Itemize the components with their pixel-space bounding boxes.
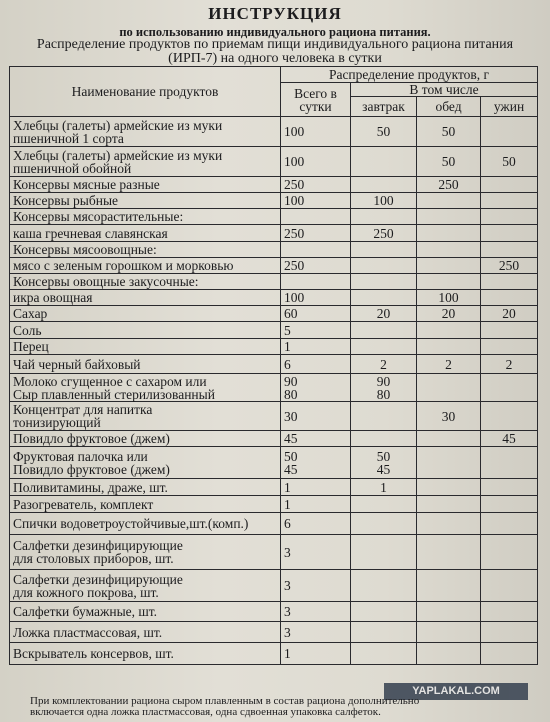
total-value: 3 (284, 624, 291, 640)
product-name-cell (10, 193, 281, 209)
table-row (10, 622, 538, 643)
total-cell (281, 643, 351, 665)
product-name-cell (10, 242, 281, 258)
total-value: 250 (284, 177, 305, 192)
dinner-cell (481, 402, 538, 431)
product-name-cont: Повидло фруктовое (джем) (13, 461, 170, 477)
total-cell (281, 242, 351, 258)
lunch-cell (417, 306, 481, 322)
product-name-cell (10, 643, 281, 665)
product-name-cont: для столовых приборов, шт. (13, 551, 174, 566)
header-total (281, 83, 351, 117)
dinner-cell (481, 290, 538, 306)
breakfast-value-alt: 45 (376, 461, 391, 477)
product-name-cell (10, 602, 281, 622)
lunch-value: 100 (438, 290, 459, 305)
lunch-cell (417, 322, 481, 339)
total-cell (281, 209, 351, 225)
table-row (10, 177, 538, 193)
breakfast-cell (351, 258, 417, 274)
breakfast-cell (351, 322, 417, 339)
total-value: 6 (284, 356, 291, 372)
product-name: Разогреватель, комплект (13, 496, 154, 512)
total-cell (281, 496, 351, 513)
breakfast-value: 100 (373, 193, 394, 208)
table-row (10, 402, 538, 431)
lunch-cell (417, 622, 481, 643)
lunch-cell (417, 242, 481, 258)
breakfast-cell (351, 339, 417, 355)
product-name: Фруктовая палочка или (13, 448, 148, 464)
table-row (10, 374, 538, 402)
total-cell (281, 513, 351, 535)
table-row (10, 193, 538, 209)
table-row (10, 209, 538, 225)
lunch-cell (417, 374, 481, 402)
breakfast-cell (351, 225, 417, 242)
table-row (10, 274, 538, 290)
total-cell (281, 258, 351, 274)
product-name: Соль (13, 322, 42, 338)
breakfast-cell (351, 242, 417, 258)
breakfast-value: 50 (376, 124, 391, 139)
total-cell (281, 322, 351, 339)
product-name-cell (10, 447, 281, 479)
table-row (10, 147, 538, 177)
footnote-line-2: включается одна ложка пластмассовая, одна сдвоенная упаковка салфеток. (30, 706, 381, 718)
breakfast-cell (351, 622, 417, 643)
intro-line-1: Распределение продуктов по приемам пищи индивидуального рациона питания (36, 37, 514, 52)
lunch-value: 20 (441, 306, 456, 321)
breakfast-cell (351, 290, 417, 306)
dinner-cell (481, 622, 538, 643)
dinner-cell (481, 496, 538, 513)
total-value: 1 (284, 339, 291, 354)
total-value-alt: 80 (284, 386, 298, 402)
dinner-value: 50 (502, 154, 516, 169)
dinner-cell (481, 209, 538, 225)
table-row (10, 242, 538, 258)
dinner-cell (481, 513, 538, 535)
product-name: Молоко сгущенное с сахаром или (13, 373, 207, 389)
dinner-value: 45 (502, 431, 516, 446)
product-name-cell (10, 535, 281, 570)
product-name-cell (10, 355, 281, 374)
product-name: Спички водоветроустойчивые,шт.(комп.) (13, 516, 249, 531)
lunch-value: 50 (441, 124, 456, 139)
lunch-cell (417, 431, 481, 447)
header-dinner: ужин (481, 97, 538, 117)
dinner-cell (481, 479, 538, 496)
dinner-cell (481, 117, 538, 147)
product-name-cell (10, 479, 281, 496)
lunch-cell (417, 339, 481, 355)
breakfast-cell (351, 117, 417, 147)
total-value: 50 (284, 448, 298, 464)
table-row (10, 643, 538, 665)
intro-line-2: (ИРП-7) на одного человека в сутки (168, 51, 382, 66)
total-cell (281, 479, 351, 496)
dinner-cell (481, 322, 538, 339)
product-name: Консервы мясоовощные: (13, 242, 157, 257)
breakfast-cell (351, 643, 417, 665)
lunch-cell (417, 225, 481, 242)
dinner-cell (481, 258, 538, 274)
dinner-value: 2 (505, 356, 513, 372)
total-cell (281, 602, 351, 622)
lunch-cell (417, 290, 481, 306)
document-subtitle: по использованию индивидуального рациона питания. (119, 25, 431, 39)
breakfast-value: 50 (376, 448, 391, 464)
header-distribution: Распределение продуктов, г (281, 67, 538, 83)
dinner-cell (481, 643, 538, 665)
total-cell (281, 274, 351, 290)
dinner-cell (481, 242, 538, 258)
product-name: Консервы мясные разные (13, 177, 160, 192)
total-value: 100 (284, 290, 305, 305)
header-lunch: обед (417, 97, 481, 117)
product-name: Салфетки бумажные, шт. (13, 604, 158, 619)
breakfast-cell (351, 177, 417, 193)
total-value: 250 (284, 258, 305, 273)
breakfast-value: 250 (373, 225, 394, 241)
lunch-cell (417, 355, 481, 374)
table-row (10, 479, 538, 496)
table-row (10, 447, 538, 479)
total-cell (281, 117, 351, 147)
product-name-cell (10, 431, 281, 447)
header-breakfast: завтрак (351, 97, 417, 117)
table-row (10, 496, 538, 513)
dinner-cell (481, 177, 538, 193)
breakfast-value-alt: 80 (376, 386, 391, 402)
total-cell (281, 290, 351, 306)
total-cell (281, 355, 351, 374)
header-including: В том числе (351, 83, 538, 97)
product-name: Салфетки дезинфицирующие (13, 538, 183, 553)
product-name: Поливитамины, драже, шт. (13, 479, 168, 495)
lunch-cell (417, 402, 481, 431)
table-row (10, 117, 538, 147)
breakfast-cell (351, 570, 417, 602)
table-row (10, 535, 538, 570)
total-value: 100 (284, 154, 305, 169)
product-name-cell (10, 117, 281, 147)
total-value: 3 (284, 544, 291, 560)
dinner-value: 250 (498, 258, 520, 273)
table-row (10, 306, 538, 322)
total-value: 5 (284, 322, 291, 338)
product-name: Повидло фруктовое (джем) (13, 431, 170, 446)
total-value: 1 (284, 479, 291, 495)
product-name-cell (10, 322, 281, 339)
document-title: ИНСТРУКЦИЯ (208, 4, 342, 23)
lunch-cell (417, 209, 481, 225)
product-name-cell (10, 374, 281, 402)
lunch-cell (417, 447, 481, 479)
product-name-cell (10, 290, 281, 306)
dinner-cell (481, 570, 538, 602)
header-total-line1: Всего в (294, 85, 337, 101)
dinner-cell (481, 355, 538, 374)
total-cell (281, 306, 351, 322)
product-name: Ложка пластмассовая, шт. (13, 624, 163, 640)
lunch-cell (417, 643, 481, 665)
product-name: Консервы овощные закусочные: (13, 274, 199, 289)
dinner-value: 20 (502, 306, 516, 321)
table-row (10, 570, 538, 602)
lunch-cell (417, 147, 481, 177)
product-name-cell (10, 306, 281, 322)
breakfast-cell (351, 209, 417, 225)
product-name-cell (10, 225, 281, 242)
lunch-value: 30 (441, 408, 456, 424)
product-name-cont: пшеничной 1 сорта (13, 130, 124, 146)
lunch-cell (417, 479, 481, 496)
product-name: Хлебцы (галеты) армейские из муки (13, 117, 223, 133)
product-name: Консервы мясорастительные: (13, 209, 184, 224)
lunch-cell (417, 177, 481, 193)
product-name: Концентрат для напитка (13, 402, 153, 417)
total-cell (281, 535, 351, 570)
product-name-cont: для кожного покрова, шт. (13, 584, 159, 600)
product-name-cont: Сыр плавленный стерилизованный (13, 386, 215, 402)
total-cell (281, 177, 351, 193)
dinner-cell (481, 535, 538, 570)
dinner-cell (481, 447, 538, 479)
table-row (10, 290, 538, 306)
breakfast-cell (351, 602, 417, 622)
total-value: 1 (284, 496, 291, 512)
table-row (10, 225, 538, 242)
breakfast-cell (351, 193, 417, 209)
footnote (30, 696, 530, 718)
table-row (10, 513, 538, 535)
breakfast-value: 20 (376, 306, 391, 321)
product-name: каша гречневая славянская (13, 225, 168, 241)
total-cell (281, 447, 351, 479)
product-name-cont: пшеничной обойной (13, 160, 132, 176)
product-name-cell (10, 274, 281, 290)
total-cell (281, 339, 351, 355)
lunch-cell (417, 535, 481, 570)
product-name-cont: тонизирующий (13, 415, 101, 430)
header-product-name: Наименование продуктов (10, 67, 281, 117)
product-name: Консервы рыбные (13, 193, 119, 208)
breakfast-cell (351, 513, 417, 535)
header-total-line2: сутки (299, 98, 332, 114)
lunch-value: 50 (441, 154, 456, 169)
lunch-cell (417, 496, 481, 513)
product-name-cell (10, 177, 281, 193)
total-value: 100 (284, 193, 305, 208)
lunch-cell (417, 274, 481, 290)
product-name: Хлебцы (галеты) армейские из муки (13, 147, 223, 163)
dinner-cell (481, 374, 538, 402)
table-row (10, 322, 538, 339)
total-cell (281, 225, 351, 242)
total-value: 250 (284, 225, 305, 241)
breakfast-cell (351, 431, 417, 447)
breakfast-cell (351, 355, 417, 374)
table-row (10, 258, 538, 274)
total-cell (281, 193, 351, 209)
table-row (10, 355, 538, 374)
dinner-cell (481, 339, 538, 355)
total-cell (281, 374, 351, 402)
product-name: Перец (13, 339, 49, 354)
lunch-cell (417, 602, 481, 622)
product-name: мясо с зеленым горошком и морковью (13, 258, 234, 273)
breakfast-value: 90 (376, 373, 391, 389)
product-name-cell (10, 513, 281, 535)
breakfast-cell (351, 447, 417, 479)
dinner-cell (481, 602, 538, 622)
breakfast-cell (351, 479, 417, 496)
total-cell (281, 622, 351, 643)
product-name-cell (10, 258, 281, 274)
lunch-cell (417, 117, 481, 147)
product-name-cell (10, 147, 281, 177)
product-name-cell (10, 496, 281, 513)
total-cell (281, 402, 351, 431)
dinner-cell (481, 431, 538, 447)
total-value: 45 (284, 431, 298, 446)
lunch-cell (417, 570, 481, 602)
ration-table (9, 66, 538, 665)
breakfast-cell (351, 402, 417, 431)
product-name: Чай черный байховый (13, 356, 141, 372)
breakfast-value: 2 (380, 356, 387, 372)
dinner-cell (481, 274, 538, 290)
total-value: 90 (284, 373, 298, 389)
breakfast-cell (351, 374, 417, 402)
total-value-alt: 45 (284, 461, 298, 477)
total-cell (281, 147, 351, 177)
total-value: 30 (284, 408, 298, 424)
breakfast-cell (351, 496, 417, 513)
total-value: 1 (284, 646, 291, 661)
breakfast-cell (351, 274, 417, 290)
product-name-cell (10, 339, 281, 355)
product-name-cell (10, 570, 281, 602)
dinner-cell (481, 225, 538, 242)
product-name-cell (10, 209, 281, 225)
lunch-value: 2 (445, 356, 452, 372)
product-name: икра овощная (13, 290, 93, 305)
table-row (10, 602, 538, 622)
dinner-cell (481, 193, 538, 209)
footnote-line-1: При комплектовании рациона сыром плавленным в состав рациона дополнительно (30, 695, 420, 707)
product-name-cell (10, 402, 281, 431)
breakfast-cell (351, 147, 417, 177)
table-row (10, 431, 538, 447)
product-name: Сахар (13, 306, 48, 321)
table-row (10, 339, 538, 355)
dinner-cell (481, 306, 538, 322)
product-name: Вскрыватель консервов, шт. (13, 646, 174, 661)
watermark-badge: YAPLAKAL.COM (384, 683, 528, 700)
total-value: 3 (284, 604, 291, 619)
breakfast-cell (351, 535, 417, 570)
dinner-cell (481, 147, 538, 177)
total-value: 60 (284, 306, 298, 321)
breakfast-value: 1 (380, 479, 387, 495)
product-name-cell (10, 622, 281, 643)
total-cell (281, 431, 351, 447)
lunch-cell (417, 193, 481, 209)
total-value: 100 (284, 124, 305, 139)
lunch-cell (417, 513, 481, 535)
total-value: 6 (284, 516, 291, 531)
total-value: 3 (284, 578, 291, 593)
product-name: Салфетки дезинфицирующие (13, 571, 183, 587)
lunch-value: 250 (438, 177, 459, 192)
breakfast-cell (351, 306, 417, 322)
lunch-cell (417, 258, 481, 274)
total-cell (281, 570, 351, 602)
